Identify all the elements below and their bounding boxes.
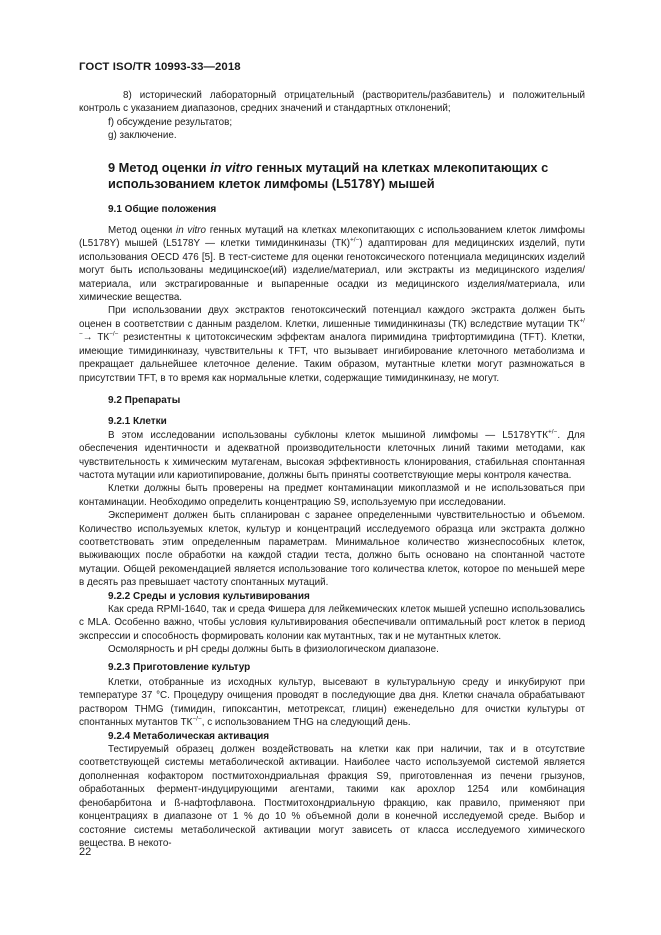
paragraph: Клетки должны быть проверены на предмет контаминации микоплазмой и не использоваться при контаминации. Необходимо определить концентрацию S9, используемую при исследовании. [79, 483, 585, 508]
section-9-2-3-heading: 9.2.3 Приготовление культур [108, 661, 251, 673]
list-item-8: 8) исторический лабораторный отрицательный (растворитель/разбавитель) и положительный контроль с указанием диапазонов, средних значений и стандартных отклонений; [79, 90, 585, 115]
paragraph: Осмолярность и pH среды должны быть в физиологическом диапазоне. [108, 644, 439, 656]
paragraph: В этом исследовании использованы субклоны клеток мышиной лимфомы — L5178YТК+/−. Для обеспечения идентичности и адекватной производительности клеточных линий такими методами, как чувствительность к химическим мутагенам, высокая эффективность клонирования, стабильная спонтанная частота мутации или кариотипирование, должны быть приняты соответствующие меры контроля качества. [79, 428, 585, 481]
paragraph: Тестируемый образец должен воздействовать на клетки как при наличии, так и в отсутствие соответствующей системы метаболической активации. Наиболее часто используемой системой является дополненная кофактором постмитохондриальная фракция S9, приготовленная из печени грызунов, обработанных фермент-индуцирующими агентами, такими как арохлор 1254 или комбинация фенобарбитона и ß-нафтофлавона. Постмитохондриальную фракцию, как правило, применяют при концентрациях в диапазоне от 1 % до 10 % объемной доли в конечной исследуемой среде. Выбор и состояние системы метаболической активации могут зависеть от класса исследуемого химического вещества. В некото- [79, 744, 585, 849]
section-9-1-heading: 9.1 Общие положения [108, 203, 217, 215]
paragraph: Как среда RPMI-1640, так и среда Фишера для лейкемических клеток мышей успешно использовались с MLA. Особенно важно, чтобы условия культивирования обеспечивали оптимальный рост клеток в период экспрессии и способность формировать колонии как мутантных, так и не мутантных клеток. [79, 604, 585, 642]
section-9-heading: 9 Метод оценки in vitro генных мутаций на клетках млекопитающих с использованием клеток лимфомы (L5178Y) мышей [108, 159, 549, 192]
section-9-2-2-heading: 9.2.2 Среды и условия культивирования [108, 590, 310, 602]
page-number: 22 [79, 846, 92, 858]
list-item-f: f) обсуждение результатов; [108, 116, 233, 128]
paragraph: Метод оценки in vitro генных мутаций на клетках млекопитающих с использованием клеток лимфомы (L5178Y) мышей (L5178Y — клетки тимидинкиназы (ТК)+/−) адаптирован для медицинских изделий, пути использования OECD 476 [5]. В тест-системе для оценки генотоксического потенциала медицинских изделий могут быть использованы медицинское(ий) изделие/материал, или экстракты из медицинского изделия/материала, или экстрагированные и выпаренные осадки из медицинского изделия/материала, или химические вещества. [79, 225, 585, 304]
list-item-g: g) заключение. [108, 130, 177, 142]
page-content [79, 89, 585, 850]
section-9-2-4-heading: 9.2.4 Метаболическая активация [108, 730, 270, 742]
section-9-2-heading: 9.2 Препараты [108, 394, 181, 406]
section-9-2-1-heading: 9.2.1 Клетки [108, 416, 167, 428]
paragraph: Эксперимент должен быть спланирован с заранее определенными чувствительностью и объемом. Количество используемых клеток, культур и концентраций исследуемого образца или экстракта должно соответствовать этим определенным параметрам. Минимальное количество жизнеспособных клеток, выживающих после обработки на каждой стадии теста, должно быть основано на спонтанной частоте мутации. Общей рекомендацией является использование того количества клеток, которое по меньшей мере в десять раз превышает частоту спонтанных мутаций. [79, 510, 585, 589]
paragraph: Клетки, отобранные из исходных культур, высевают в культуральную среду и инкубируют при температуре 37 °C. Процедуру очищения проводят в последующие два дня. Клетки сначала обрабатывают раствором THMG (тимидин, гипоксантин, метотрексат, глицин) еженедельно для очистки культуры от спонтанных мутантов ТК−/−, с использованием THG на следующий день. [79, 677, 585, 729]
paragraph: При использовании двух экстрактов генотоксический потенциал каждого экстракта должен быть оценен в соответствии с данным разделом. Клетки, лишенные тимидинкиназы (ТК) вследствие мутации ТК+/−→ ТК−/− резистентны к цитотоксическим эффектам аналога пиримидина трифтортимидина (TFT). Клетки, имеющие тимидинкиназу, чувствительны к TFT, что вызывает ингибирование клеточного метаболизма и прекращает дальнейшее клеточное деление. Таким образом, мутантные клетки могут размножаться в присутствии TFT, в то время как нормальные клетки, содержащие тимидинкиназу, не могут. [79, 305, 586, 384]
page-header-doc-id: ГОСТ ISO/TR 10993-33—2018 [79, 61, 241, 73]
